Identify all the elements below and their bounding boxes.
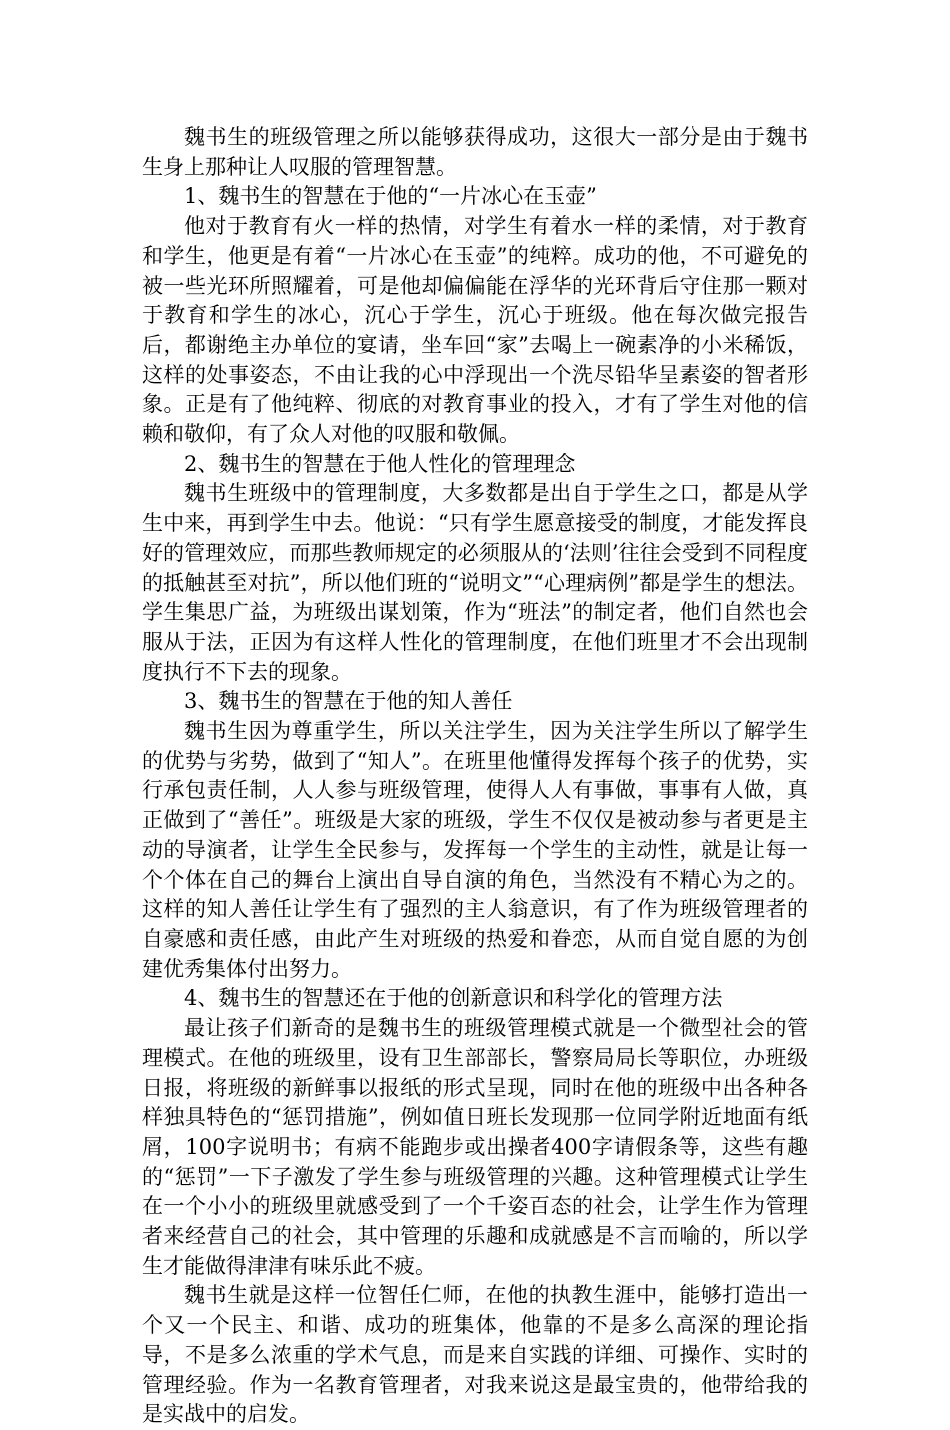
section-heading-2: 2、魏书生的智慧在于他人性化的管理理念	[184, 451, 576, 476]
paragraph-section-4: 最让孩子们新奇的是魏书生的班级管理模式就是一个微型社会的管理模式。在他的班级里，设有卫生部部长，警察局局长等职位，办班级日报，将班级的新鲜事以报纸的形式呈现，同时在他的班级中出各种各样独具特色的“惩罚措施”，例如值日班长发现那一位同学附近地面有纸屑，100字说明书；有病不能跑步或出操者400字请假条等，这些有趣的“惩罚”一下子激发了学生参与班级管理的兴趣。这种管理模式让学生在一个小小的班级里就感受到了一个千姿百态的社会，让学生作为管理者来经营自己的社会，其中管理的乐趣和成就感是不言而喻的，所以学生才能做得津津有味乐此不疲。	[142, 1016, 808, 1278]
section-heading-3: 3、魏书生的智慧在于他的知人善任	[184, 689, 513, 714]
paragraph-section-2: 魏书生班级中的管理制度，大多数都是出自于学生之口，都是从学生中来，再到学生中去。他说：“只有学生愿意接受的制度，才能发挥良好的管理效应，而那些教师规定的必须服从的‘法则’往往会受到不同程度的抵触甚至对抗”，所以他们班的“说明文”“心理病例”都是学生的想法。学生集思广益，为班级出谋划策，作为“班法”的制定者，他们自然也会服从于法，正因为有这样人性化的管理制度，在他们班里才不会出现制度执行不下去的现象。	[142, 481, 808, 684]
section-heading-1: 1、魏书生的智慧在于他的“一片冰心在玉壶”	[184, 184, 597, 209]
paragraph-section-1: 他对于教育有火一样的热情，对学生有着水一样的柔情，对于教育和学生，他更是有着“一片冰心在玉壶”的纯粹。成功的他，不可避免的被一些光环所照耀着，可是他却偏偏能在浮华的光环背后守住那一颗对于教育和学生的冰心，沉心于学生，沉心于班级。他在每次做完报告后，都谢绝主办单位的宴请，坐车回“家”去喝上一碗素净的小米稀饭，这样的处事姿态，不由让我的心中浮现出一个洗尽铅华呈素姿的智者形象。正是有了他纯粹、彻底的对教育事业的投入，才有了学生对他的信赖和敬仰，有了众人对他的叹服和敬佩。	[142, 214, 808, 447]
document-body	[142, 123, 808, 1430]
section-heading-4: 4、魏书生的智慧还在于他的创新意识和科学化的管理方法	[184, 986, 723, 1011]
paragraph-conclusion: 魏书生就是这样一位智任仁师，在他的执教生涯中，能够打造出一个又一个民主、和谐、成功的班集体，他靠的不是多么高深的理论指导，不是多么浓重的学术气息，而是来自实践的详细、可操作、实时的管理经验。作为一名教育管理者，对我来说这是最宝贵的，他带给我的是实战中的启发。	[142, 1283, 808, 1427]
paragraph-section-3: 魏书生因为尊重学生，所以关注学生，因为关注学生所以了解学生的优势与劣势，做到了“知人”。在班里他懂得发挥每个孩子的优势，实行承包责任制，人人参与班级管理，使得人人有事做，事事有人做，真正做到了“善任”。班级是大家的班级，学生不仅仅是被动参与者更是主动的导演者，让学生全民参与，发挥每一个学生的主动性，就是让每一个个体在自己的舞台上演出自导自演的角色，当然没有不精心为之的。这样的知人善任让学生有了强烈的主人翁意识，有了作为班级管理者的自豪感和责任感，由此产生对班级的热爱和眷恋，从而自觉自愿的为创建优秀集体付出努力。	[142, 719, 808, 981]
paragraph-intro: 魏书生的班级管理之所以能够获得成功，这很大一部分是由于魏书生身上那种让人叹服的管理智慧。	[142, 125, 808, 179]
